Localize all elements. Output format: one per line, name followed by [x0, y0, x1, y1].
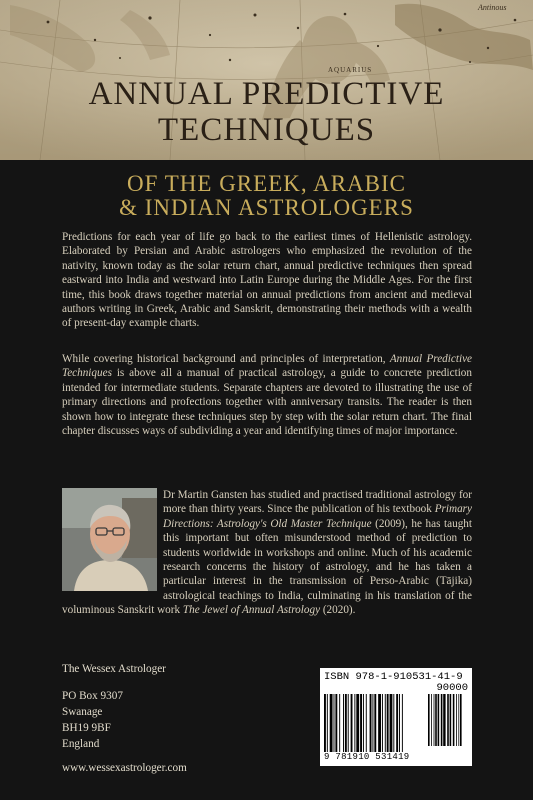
description-paragraph-2: [62, 352, 472, 438]
address-line-2: Swanage: [62, 706, 103, 718]
p2-intro: While covering historical background and principles of interpretation,: [62, 353, 390, 365]
bio-book-2: The Jewel of Annual Astrology: [182, 604, 321, 617]
bio-part-1: Dr Martin Gansten has studied and practised traditional astrology for more than thirty years. Since the publication of his textbook: [163, 489, 472, 516]
isbn-text: ISBN 978-1-910531-41-9: [324, 671, 463, 683]
publisher-website: www.wessexastrologer.com: [62, 762, 187, 774]
bio-part-2: (2009), he has taught this important but often misunderstood method of prediction to students worldwide in workshops and online. Much of his academic research concerns the history of astrology, and he has taken a particular interest in the transmission of Perso-Arabic (Tājika) astrological teachings to India, culminating in his translation of the voluminous Sanskrit work: [62, 517, 472, 617]
ean-digits: 9 781910 531419: [324, 752, 410, 762]
author-bio: [62, 488, 472, 618]
p2-body: is above all a manual of practical astrology, a guide to concrete prediction intended for intermediate students. Separate chapters are devoted to illustrating the use of primary directions and profections together with anniversary transits. The reader is then shown how to integrate these techniques step by step with the solar return chart. The final chapter discusses ways of subdividing a year and identifying times of major importance.: [62, 367, 472, 438]
barcode-bars: [324, 694, 468, 752]
price-addon-text: 90000: [436, 682, 468, 694]
map-label-antinous: Antinous: [478, 3, 507, 12]
map-label-aquarius: AQUARIUS: [328, 66, 373, 74]
isbn-barcode: [320, 668, 472, 766]
address-line-1: PO Box 9307: [62, 690, 123, 702]
p2-book-title: Annual Predictive Techniques: [62, 353, 472, 380]
bio-book-1: Primary Directions: Astrology's Old Master Technique: [163, 503, 472, 530]
subtitle-line-1: OF THE GREEK, ARABIC: [127, 171, 406, 196]
bio-part-3: (2020).: [320, 604, 356, 617]
address-line-3: BH19 9BF: [62, 722, 111, 734]
publisher-name: The Wessex Astrologer: [62, 663, 166, 675]
title-line-1: ANNUAL PREDICTIVE: [88, 76, 445, 112]
subtitle-line-2: & INDIAN ASTROLOGERS: [119, 195, 414, 220]
description-paragraph-1: Predictions for each year of life go back to the earliest times of Hellenistic astrology. Elaborated by Persian and Arabic astrologers who emphasized the revolution of the nativity, known today as the solar return chart, annual predictive techniques then spread eastward into India and westward into Latin Europe during the Middle Ages. For the first time, this book draws together material on annual predictions from ancient and medieval authors writing in Greek, Arabic and Sanskrit, demonstrating their methods with a wealth of present-day example charts.: [62, 231, 472, 330]
title-line-2: TECHNIQUES: [157, 112, 376, 148]
address-line-4: England: [62, 738, 100, 750]
